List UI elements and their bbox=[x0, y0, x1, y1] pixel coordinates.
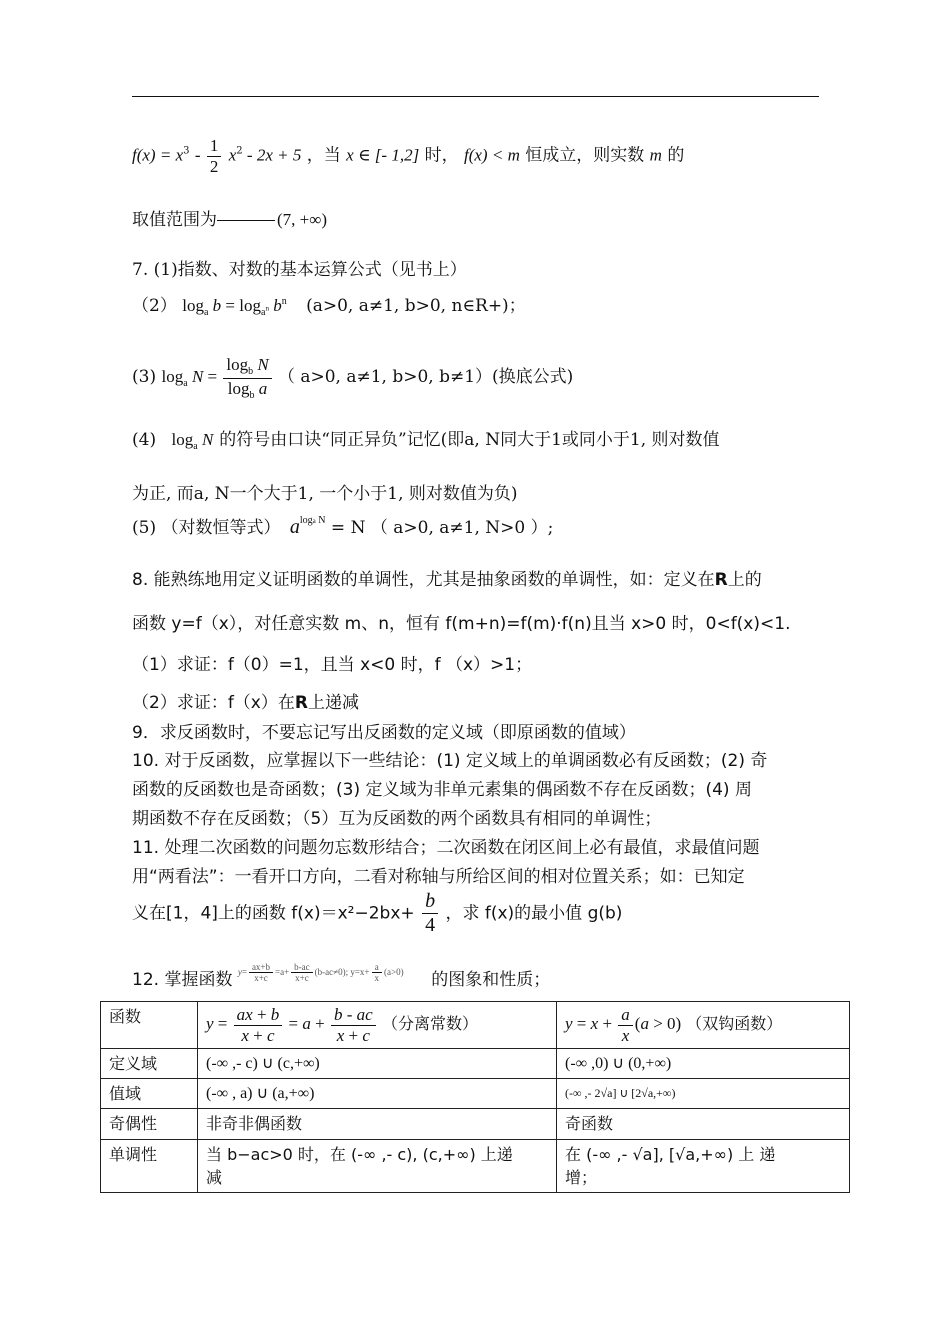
monotonicity-fraction-line1: 当 b−ac>0 时，在 (-∞ ,- c), (c,+∞) 上递 bbox=[206, 1144, 513, 1164]
s8-R: R bbox=[714, 570, 728, 590]
q6-line2 bbox=[132, 206, 327, 230]
label-separate-constant: （分离常数） bbox=[381, 1013, 478, 1033]
row-label-parity: 奇偶性 bbox=[101, 1109, 198, 1139]
table-cell-double-hook: y = x + $\frac{a}{x}$ (a > 0) （双钩函数） bbox=[557, 1002, 850, 1049]
monotonicity-hook-line2: 增； bbox=[565, 1167, 598, 1187]
s12-label: 12. 掌握函数 bbox=[132, 969, 233, 990]
s8-line2: 函数 y=f（x），对任意实数 m、n，恒有 f(m+n)=f(m)·f(n)且当 x>0 时，0<f(x)<1. bbox=[132, 614, 791, 634]
s8-line1-end: 上的 bbox=[727, 570, 762, 590]
monotonicity-hook bbox=[557, 1139, 850, 1192]
monotonicity-hook-line1: 在 (-∞ ,- √a], [√a,+∞) 上 递 bbox=[565, 1144, 776, 1164]
row-label-domain: 定义域 bbox=[101, 1049, 198, 1079]
row-label-range: 值域 bbox=[101, 1079, 198, 1109]
q6-when: 时， bbox=[424, 145, 459, 166]
s8-line1-text: 8. 能熟练地用定义证明函数的单调性，尤其是抽象函数的单调性，如：定义在 bbox=[132, 570, 715, 590]
s7-p2 bbox=[132, 296, 526, 319]
table-row bbox=[101, 1049, 850, 1079]
s8-p2b: 上递减 bbox=[307, 693, 359, 713]
s9: 9．求反函数时，不要忘记写出反函数的定义域（即原函数的值域） bbox=[132, 723, 636, 743]
s8-p1: （1）求证：f（0）=1，且当 x<0 时，f （x）>1； bbox=[132, 655, 533, 675]
q6-interval: x ∈ [- 1,2] bbox=[346, 145, 420, 165]
s11-line3a: 义在[1，4]上的函数 f(x)＝x²−2bx+ bbox=[132, 903, 415, 924]
s10-line1: 10. 对于反函数，应掌握以下一些结论：(1) 定义域上的单调函数必有反函数；(2) 奇 bbox=[132, 751, 768, 771]
s7-p5-label: (5) （对数恒等式） bbox=[132, 518, 281, 538]
s11-line3b: ，求 f(x)的最小值 g(b) bbox=[445, 903, 623, 924]
s8-line1 bbox=[132, 570, 762, 590]
q6-cond: ，当 bbox=[306, 145, 341, 166]
s7-p4-label: (4) bbox=[132, 430, 157, 450]
s11-line2: 用“两看法”：一看开口方向，二看对称轴与所给区间的相对位置关系；如：已知定 bbox=[132, 867, 745, 887]
table-row bbox=[101, 1079, 850, 1109]
s7-title: 7. (1)指数、对数的基本运算公式（见书上） bbox=[132, 260, 467, 280]
s11-line3 bbox=[132, 890, 622, 937]
answer-blank bbox=[217, 206, 275, 221]
s7-p3-cond: （ a>0, a≠1, b>0, b≠1）(换底公式) bbox=[277, 366, 574, 387]
monotonicity-fraction bbox=[198, 1139, 557, 1192]
fraction-b-over-4: $\frac{b}{4}$ bbox=[422, 890, 438, 937]
s8-p2a: （2）求证：f（x）在 bbox=[132, 693, 295, 713]
function-properties-table bbox=[100, 1001, 850, 1193]
small-formula-image: y= $\frac{ax+b}{x+c}$ =a+ $\frac{b-ac}{x+c}$ (b-ac≠0); y=x+ $\frac{a}{x}$ (a>0) bbox=[237, 962, 404, 984]
s12 bbox=[132, 962, 550, 990]
table-row bbox=[101, 1002, 850, 1049]
table-header-function: 函数 bbox=[101, 1002, 198, 1049]
s7-p4-text: 的符号由口诀“同正异负”记忆(即a, N同大于1或同小于1, 则对数值 bbox=[219, 430, 720, 450]
s12-tail: 的图象和性质； bbox=[431, 969, 551, 990]
parity-hook: 奇函数 bbox=[557, 1109, 850, 1139]
header-rule bbox=[132, 96, 819, 97]
s7-p5-cond: = N （ a>0, a≠1, N>0 ）; bbox=[330, 518, 554, 538]
s7-p2-label: （2） bbox=[132, 296, 177, 316]
domain-fraction: (-∞ ,- c) ∪ (c,+∞) bbox=[198, 1049, 557, 1079]
domain-hook: (-∞ ,0) ∪ (0,+∞) bbox=[557, 1049, 850, 1079]
s7-p2-cond: (a>0, a≠1, b>0, n∈R+)； bbox=[306, 296, 526, 316]
table-cell-fraction-function: y = $\frac{ax + b}{x + c}$ = a + $\frac{b - ac}{x + c}$ （分离常数） bbox=[198, 1002, 557, 1049]
s7-p3-label: (3) bbox=[132, 366, 157, 387]
q6-answer: (7, +∞) bbox=[277, 210, 328, 229]
s11-line1: 11. 处理二次函数的问题勿忘数形结合；二次函数在闭区间上必有最值，求最值问题 bbox=[132, 838, 760, 858]
q6-line1: $f(x) = x^3$ - $\frac{1}{2}$ $x^2 - 2x + 5$ ，当 x ∈ [- 1,2] 时， f(x) < m 恒成立，则实数 m 的 bbox=[132, 136, 685, 176]
log-formula-2: $\log_a b = \log_{a^n} b^n$ bbox=[182, 296, 287, 318]
change-of-base-formula: $\log_a N$ = $\frac{\log_b N}{\log_b a}$ bbox=[162, 367, 278, 386]
s10-line3: 期函数不存在反函数；（5）互为反函数的两个函数具有相同的单调性； bbox=[132, 809, 662, 829]
q6-tail: 恒成立，则实数 bbox=[525, 145, 645, 166]
s7-p3 bbox=[132, 355, 573, 401]
s10-line2: 函数的反函数也是奇函数；(3) 定义域为非单元素集的偶函数不存在反函数；(4) 周 bbox=[132, 780, 752, 800]
parity-fraction: 非奇非偶函数 bbox=[198, 1109, 557, 1139]
q6-inequality: f(x) < m bbox=[464, 145, 520, 165]
range-fraction: (-∞ , a) ∪ (a,+∞) bbox=[198, 1079, 557, 1109]
s7-p4 bbox=[132, 430, 720, 453]
s8-p2 bbox=[132, 693, 359, 713]
s7-p5 bbox=[132, 515, 553, 539]
log-a-n: $\log_a N$ bbox=[171, 430, 214, 452]
row-label-monotonicity: 单调性 bbox=[101, 1139, 198, 1192]
s8-R2: R bbox=[294, 693, 308, 713]
s7-p4-line2: 为正, 而a, N一个大于1, 一个小于1, 则对数值为负) bbox=[132, 484, 518, 504]
log-identity: $a^{loga N}$ bbox=[289, 515, 326, 538]
table-row bbox=[101, 1109, 850, 1139]
q6-function-rest: 2x + 5 bbox=[256, 145, 302, 165]
q6-m: m bbox=[649, 145, 662, 165]
fraction-half: $\frac{1}{2}$ bbox=[207, 136, 222, 176]
monotonicity-fraction-line2: 减 bbox=[206, 1167, 223, 1187]
table-row bbox=[101, 1139, 850, 1192]
q6-function: f(x) = x bbox=[132, 145, 184, 165]
q6-de: 的 bbox=[667, 145, 685, 166]
q6-range-label: 取值范围为 bbox=[132, 210, 217, 230]
label-double-hook: （双钩函数） bbox=[686, 1013, 783, 1033]
range-hook: (-∞ ,- 2√a] ∪ [2√a,+∞) bbox=[557, 1079, 850, 1109]
